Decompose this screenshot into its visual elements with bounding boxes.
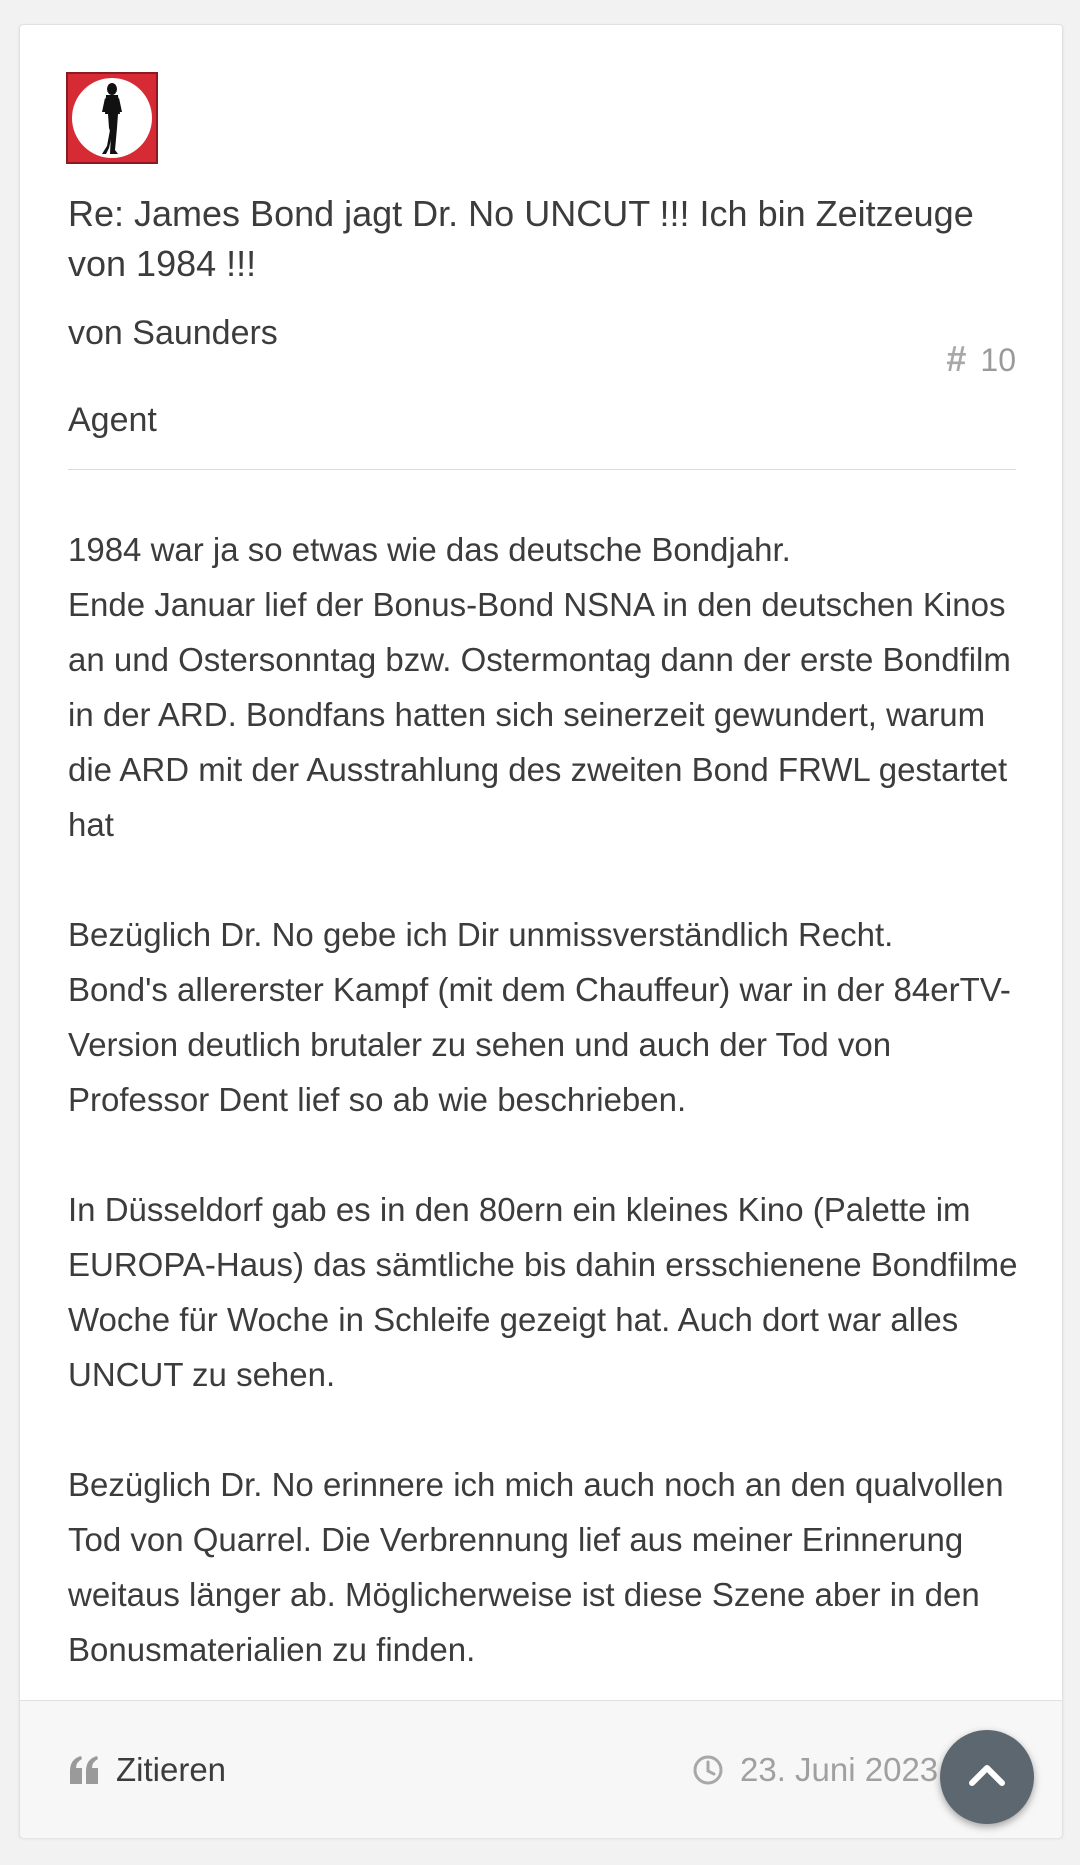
avatar[interactable] — [66, 72, 158, 164]
post-paragraph: Bezüglich Dr. No gebe ich Dir unmissverständlich Recht. Bond's allererster Kampf (mit dem Chauffeur) war in der 84erTV-Version deutlich brutaler zu sehen und auch der Tod von Professor Dent lief so ab wie beschrieben. — [68, 916, 1011, 1118]
post-paragraph: Bezüglich Dr. No erinnere ich mich auch noch an den qualvollen Tod von Quarrel. Die Verbrennung lief aus meiner Erinnerung weitaus länger ab. Möglicherweise ist diese Szene aber in den Bonusmaterialien zu finden. — [68, 1466, 1004, 1668]
user-rank: Agent — [68, 401, 157, 439]
post-paragraph: In Düsseldorf gab es in den 80ern ein kleines Kino (Palette im EUROPA-Haus) das sämtliche bis dahin ersschienene Bondfilme Woche für Woche in Schleife gezeigt hat. Auch dort war alles UNCUT zu sehen. — [68, 1191, 1018, 1393]
post-body — [68, 522, 1028, 1677]
scroll-to-top-button[interactable] — [940, 1730, 1034, 1824]
post-number[interactable] — [946, 336, 1016, 383]
header-divider — [68, 469, 1016, 470]
hash-icon: # — [946, 338, 967, 379]
chevron-up-icon — [967, 1761, 1007, 1794]
quote-label: Zitieren — [116, 1751, 227, 1788]
quote-icon — [68, 1755, 100, 1785]
post-card — [19, 24, 1063, 1838]
quote-button[interactable] — [68, 1751, 226, 1789]
post-paragraph: 1984 war ja so etwas wie das deutsche Bondjahr. Ende Januar lief der Bonus-Bond NSNA in den deutschen Kinos an und Ostersonntag bzw. Ostermontag dann der erste Bondfilm in der ARD. Bondfans hatten sich seinerzeit gewundert, warum die ARD mit der Ausstrahlung des zweiten Bond FRWL gestartet hat — [68, 531, 1011, 843]
post-date[interactable] — [692, 1751, 938, 1789]
clock-icon — [692, 1754, 724, 1786]
post-number-value: 10 — [980, 342, 1016, 378]
post-title[interactable]: Re: James Bond jagt Dr. No UNCUT !!! Ich bin Zeitzeuge von 1984 !!! — [68, 193, 974, 284]
post-footer — [20, 1700, 1062, 1838]
post-date-text: 23. Juni 2023 — [740, 1751, 939, 1788]
james-bond-silhouette-icon — [72, 78, 152, 158]
post-author[interactable]: von Saunders — [68, 314, 278, 352]
